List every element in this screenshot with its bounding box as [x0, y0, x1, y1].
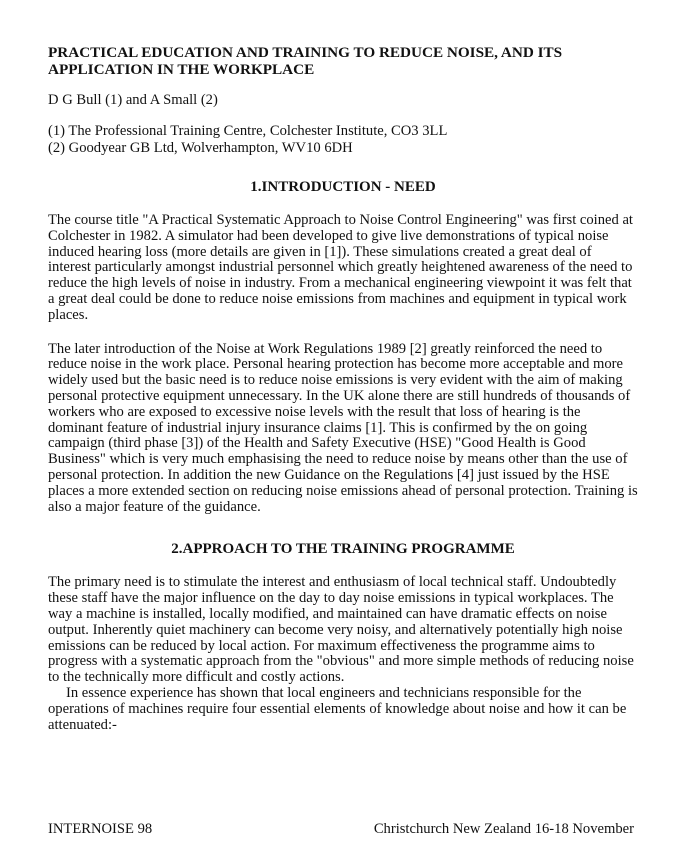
footer-location-date: Christchurch New Zealand 16-18 November [373, 821, 634, 837]
intro-paragraph-1: The course title "A Practical Systematic Approach to Noise Control Engineering" was first coined at Colchester in 1982. A simulator had been developed to give live demonstrations of typical noise induced hearing loss (more details are given in [1]). These simulations created a great deal of interest particularly amongst industrial personnel which greatly heightened awareness of the need to reduce the high levels of noise in industry. From a mechanical engineering viewpoint it was felt that a great deal could be done to reduce noise emissions from machines and equipment in typical work places. [48, 212, 633, 323]
title-line: APPLICATION IN THE WORKPLACE [48, 61, 315, 78]
paper-title [48, 44, 638, 78]
affiliation-2: (2) Goodyear GB Ltd, Wolverhampton, WV10 6DH [48, 140, 353, 156]
authors: D G Bull (1) and A Small (2) [48, 92, 218, 108]
approach-paragraph-2: In essence experience has shown that local engineers and technicians responsible for the operations of machines require four essential elements of knowledge about noise and how it can be attenuated:- [48, 684, 627, 733]
approach-paragraph-1: The primary need is to stimulate the interest and enthusiasm of local technical staff. Undoubtedly these staff have the major influence on the day to day noise emissions in typical workplaces. The way a machine is installed, locally modified, and maintained can have dramatic effects on noise output. Inherently quiet machinery can become very noisy, and alternatively potentially high noise emissions can be reduced by local action. For maximum effectiveness the programme aims to progress with a systematic approach from the "obvious" and more simple methods of reducing noise to the technically more difficult and costly actions. [48, 574, 634, 686]
title-line: PRACTICAL EDUCATION AND TRAINING TO REDUCE NOISE, AND ITS [48, 44, 563, 61]
affiliation-1: (1) The Professional Training Centre, Colchester Institute, CO3 3LL [48, 123, 448, 139]
section-heading-approach: 2.APPROACH TO THE TRAINING PROGRAMME [171, 541, 515, 558]
footer-conference: INTERNOISE 98 [48, 821, 153, 837]
section-heading-introduction: 1.INTRODUCTION - NEED [250, 179, 436, 195]
intro-paragraph-2: The later introduction of the Noise at Work Regulations 1989 [2] greatly reinforced the need to reduce noise in the work place. Personal hearing protection has become more acceptable and more widely used but the basic need is to reduce noise emissions is very evident with the aim of making personal protective equipment unnecessary. In the UK alone there are still hundreds of thousands of workers who are exposed to excessive noise levels with the result that loss of hearing is the dominant feature of industrial injury insurance claims [1]. This is confirmed by the on going campaign (third phase [3]) of the Health and Safety Executive (HSE) "Good Health is Good Business" which is very much emphasising the need to reduce noise by means other than the use of personal protection. In addition the new Guidance on the Regulations [4] just issued by the HSE places a more extended section on reducing noise emissions ahead of personal protection. Training is also a major feature of the guidance. [48, 340, 638, 515]
paper-page [48, 44, 638, 733]
affiliations [48, 123, 638, 157]
